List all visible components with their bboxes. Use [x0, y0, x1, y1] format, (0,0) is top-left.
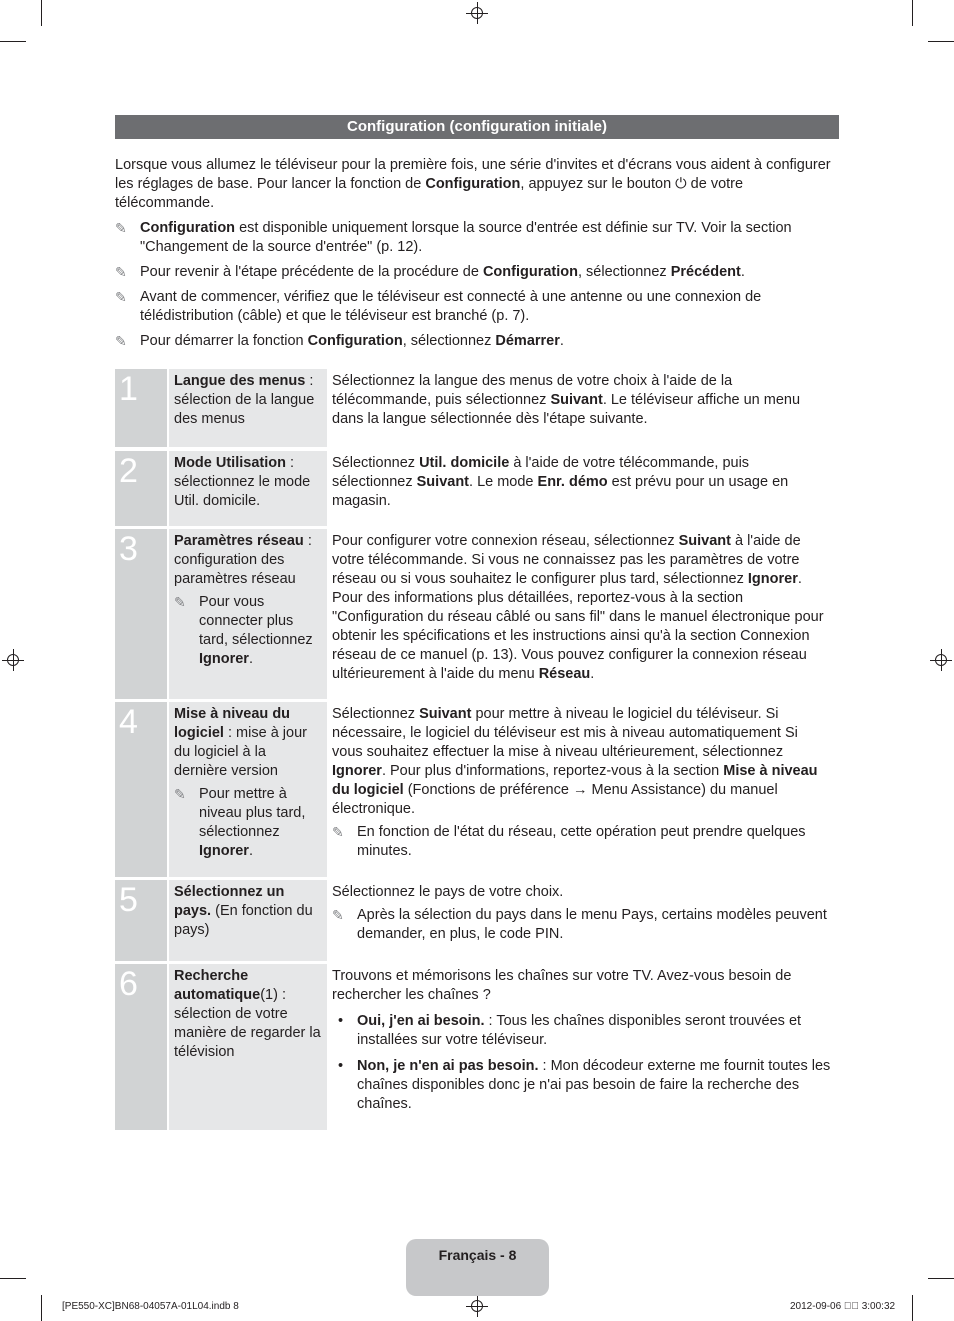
crop-mark [41, 1295, 42, 1321]
crop-mark [41, 0, 42, 26]
footer-file-info: [PE550-XC]BN68-04057A-01L04.indb 8 [62, 1301, 239, 1312]
step-row [115, 451, 839, 526]
step-label-note: ✎ Pour vous connecter plus tard, sélectionnez Ignorer. [174, 594, 313, 667]
step-description: Trouvons et mémorisons les chaînes sur votre TV. Avez-vous besoin de rechercher les chaînes ? • Oui, j'en ai besoin. : Tous les chaînes disponibles seront trouvées et installées sur votre téléviseur. • Non, je n'en ai pas besoin. : Mon décodeur externe me fournit toutes les chaînes disponibles donc je n'ai pas besoin de faire la recherche des chaînes. [332, 968, 831, 1112]
registration-mark-icon [933, 652, 949, 668]
pencil-icon: ✎ [174, 786, 186, 802]
step-note: ✎ Après la sélection du pays dans le menu Pays, certains modèles peuvent demander, en plus, le code PIN. [332, 907, 827, 942]
pencil-icon: ✎ [115, 289, 127, 305]
step-label-note: ✎ Pour mettre à niveau plus tard, sélectionnez Ignorer. [174, 786, 306, 859]
section-title: Configuration (configuration initiale) [115, 115, 839, 139]
bullet-icon: • [338, 1058, 344, 1074]
registration-mark-icon [469, 1298, 485, 1314]
intro-paragraph: Lorsque vous allumez le téléviseur pour la première fois, une série d'invites et d'écrans vous aident à configurer les réglages de base. Pour lancer la fonction de Configuration, appuyez sur le bouton ⏻ de votre télécommande. [115, 157, 831, 211]
step-label: Sélectionnez un pays. (En fonction du pays) [169, 880, 327, 961]
step-description: Pour configurer votre connexion réseau, sélectionnez Suivant à l'aide de votre télécommande. Si vous ne connaissez pas les paramètres de votre réseau ou si vous souhaitez le configurer plus tard, sélectionnez Ignorer. Pour des informations plus détaillées, reportez-vous à la section "Configuration du réseau câblé ou sans fil" dans le manuel électronique pour obtenir les spécifications et les instructions ainsi qu'à la section Connexion réseau de ce manuel (p. 13). Vous pouvez configurer la connexion réseau ultérieurement à l'aide du menu Réseau. [332, 533, 824, 682]
step-row [115, 702, 839, 877]
note-item: ✎ Avant de commencer, vérifiez que le téléviseur est connecté à une antenne ou une connexion de télédistribution (câble) et que le téléviseur est branché (p. 7). [115, 289, 762, 324]
power-icon: ⏻ [675, 176, 687, 192]
step-note: ✎ En fonction de l'état du réseau, cette opération peut prendre quelques minutes. [332, 824, 806, 859]
step-label: Mise à niveau du logiciel : mise à jour du logiciel à la dernière version ✎ Pour mettre à niveau plus tard, sélectionnez Ignorer. [169, 702, 327, 877]
step-label: Recherche automatique(1) : sélection de votre manière de regarder la télévision [169, 964, 327, 1130]
pencil-icon: ✎ [174, 594, 186, 610]
step-number: 6 [115, 964, 167, 1130]
list-item: • Oui, j'en ai besoin. : Tous les chaînes disponibles seront trouvées et installées sur votre téléviseur. [332, 1012, 832, 1050]
step-number: 2 [115, 451, 167, 526]
note-item: ✎ Configuration est disponible uniquement lorsque la source d'entrée est définie sur TV. Voir la section "Changement de la source d'entrée" (p. 12). [115, 220, 792, 255]
registration-mark-icon [469, 5, 485, 21]
step-description: Sélectionnez Suivant pour mettre à niveau le logiciel du téléviseur. Si nécessaire, le logiciel du téléviseur est mis à niveau automatiquement Si vous souhaitez effectuer la mise à niveau ultérieurement, sélectionnez Ignorer. Pour plus d'informations, reportez-vous à la section Mise à niveau du logiciel (Fonctions de préférence → Menu Assistance) du manuel électronique. ✎ En fonction de l'état du réseau, cette opération peut prendre quelques minutes. [332, 705, 832, 861]
list-item: • Non, je n'en ai pas besoin. : Mon décodeur externe me fournit toutes les chaînes disponibles donc je n'ai pas besoin de faire la recherche des chaînes. [332, 1057, 832, 1114]
step-row [115, 369, 839, 447]
pencil-icon: ✎ [115, 264, 127, 280]
step-label: Mode Utilisation : sélectionnez le mode Util. domicile. [169, 451, 327, 526]
step-number: 1 [115, 369, 167, 447]
step-row [115, 964, 839, 1130]
note-item: ✎ Pour démarrer la fonction Configuration, sélectionnez Démarrer. [115, 333, 564, 349]
pencil-icon: ✎ [332, 907, 344, 923]
crop-mark [0, 41, 26, 42]
registration-mark-icon [5, 652, 21, 668]
bullet-icon: • [338, 1013, 344, 1029]
step-description: Sélectionnez Util. domicile à l'aide de votre télécommande, puis sélectionnez Suivant. Le mode Enr. démo est prévu pour un usage en magasin. [332, 455, 789, 509]
pencil-icon: ✎ [115, 220, 127, 236]
crop-mark [928, 41, 954, 42]
intro-section [115, 156, 839, 351]
step-label: Langue des menus : sélection de la langue des menus [169, 369, 327, 447]
step-label: Paramètres réseau : configuration des paramètres réseau ✎ Pour vous connecter plus tard, sélectionnez Ignorer. [169, 529, 327, 699]
footer-timestamp: 2012-09-06 ￿￿ 3:00:32 [790, 1301, 896, 1312]
crop-mark [912, 0, 913, 26]
step-row [115, 880, 839, 961]
crop-mark [0, 1278, 26, 1279]
crop-mark [928, 1278, 954, 1279]
pencil-icon: ✎ [332, 824, 344, 840]
step-row [115, 529, 839, 699]
page-number-tab: Français - 8 [406, 1239, 549, 1296]
crop-mark [912, 1295, 913, 1321]
step-number: 4 [115, 702, 167, 877]
step-number: 3 [115, 529, 167, 699]
step-number: 5 [115, 880, 167, 961]
note-item: ✎ Pour revenir à l'étape précédente de la procédure de Configuration, sélectionnez Précédent. [115, 264, 745, 280]
pencil-icon: ✎ [115, 333, 127, 349]
step-description: Sélectionnez le pays de votre choix. ✎ Après la sélection du pays dans le menu Pays, certains modèles peuvent demander, en plus, le code PIN. [332, 883, 832, 944]
step-description: Sélectionnez la langue des menus de votre choix à l'aide de la télécommande, puis sélectionnez Suivant. Le téléviseur affiche un menu dans la langue sélectionnée dès l'étape suivante. [332, 373, 801, 427]
